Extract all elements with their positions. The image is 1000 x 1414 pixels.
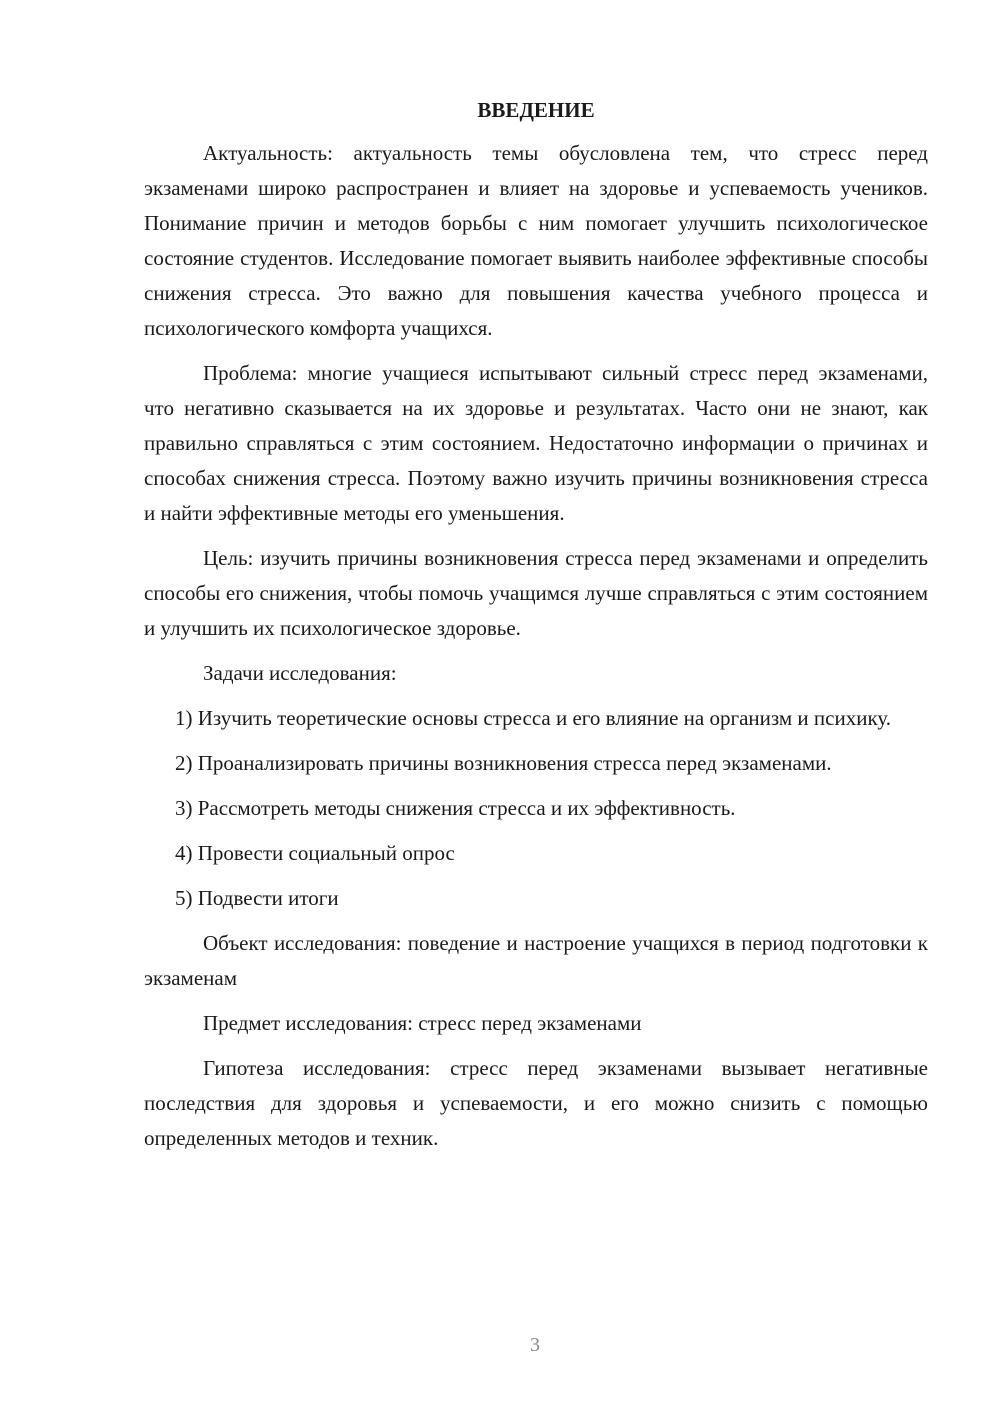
task-item: 5) Подвести итоги (175, 886, 339, 910)
task-item: 3) Рассмотреть методы снижения стресса и их эффективность. (175, 796, 736, 820)
document-page (144, 94, 928, 1156)
task-item: 2) Проанализировать причины возникновения стресса перед экзаменами. (175, 751, 832, 775)
subject-paragraph: Предмет исследования: стресс перед экзаменами (203, 1011, 642, 1035)
hypothesis-paragraph: Гипотеза исследования: стресс перед экзаменами вызывает негативные последствия для здоровья и успеваемости, и его можно снизить с помощью определенных методов и техник. (144, 1056, 928, 1150)
goal-paragraph: Цель: изучить причины возникновения стресса перед экзаменами и определить способы его снижения, чтобы помочь учащимся лучше справляться с этим состоянием и улучшить их психологическое здоровье. (144, 546, 928, 640)
relevance-paragraph: Актуальность: актуальность темы обусловлена тем, что стресс перед экзаменами широко распространен и влияет на здоровье и успеваемость учеников. Понимание причин и методов борьбы с ним помогает улучшить психологическое состояние студентов. Исследование помогает выявить наиболее эффективные способы снижения стресса. Это важно для повышения качества учебного процесса и психологического комфорта учащихся. (144, 141, 928, 340)
object-paragraph: Объект исследования: поведение и настроение учащихся в период подготовки к экзаменам (144, 931, 928, 990)
page-title: ВВЕДЕНИЕ (477, 98, 595, 122)
tasks-heading: Задачи исследования: (203, 661, 397, 685)
task-item: 4) Провести социальный опрос (175, 841, 455, 865)
problem-paragraph: Проблема: многие учащиеся испытывают сильный стресс перед экзаменами, что негативно сказывается на их здоровье и результатах. Часто они не знают, как правильно справляться с этим состоянием. Недостаточно информации о причинах и способах снижения стресса. Поэтому важно изучить причины возникновения стресса и найти эффективные методы его уменьшения. (144, 361, 928, 525)
task-item: 1) Изучить теоретические основы стресса и его влияние на организм и психику. (175, 706, 892, 730)
page-number: 3 (530, 1334, 540, 1356)
